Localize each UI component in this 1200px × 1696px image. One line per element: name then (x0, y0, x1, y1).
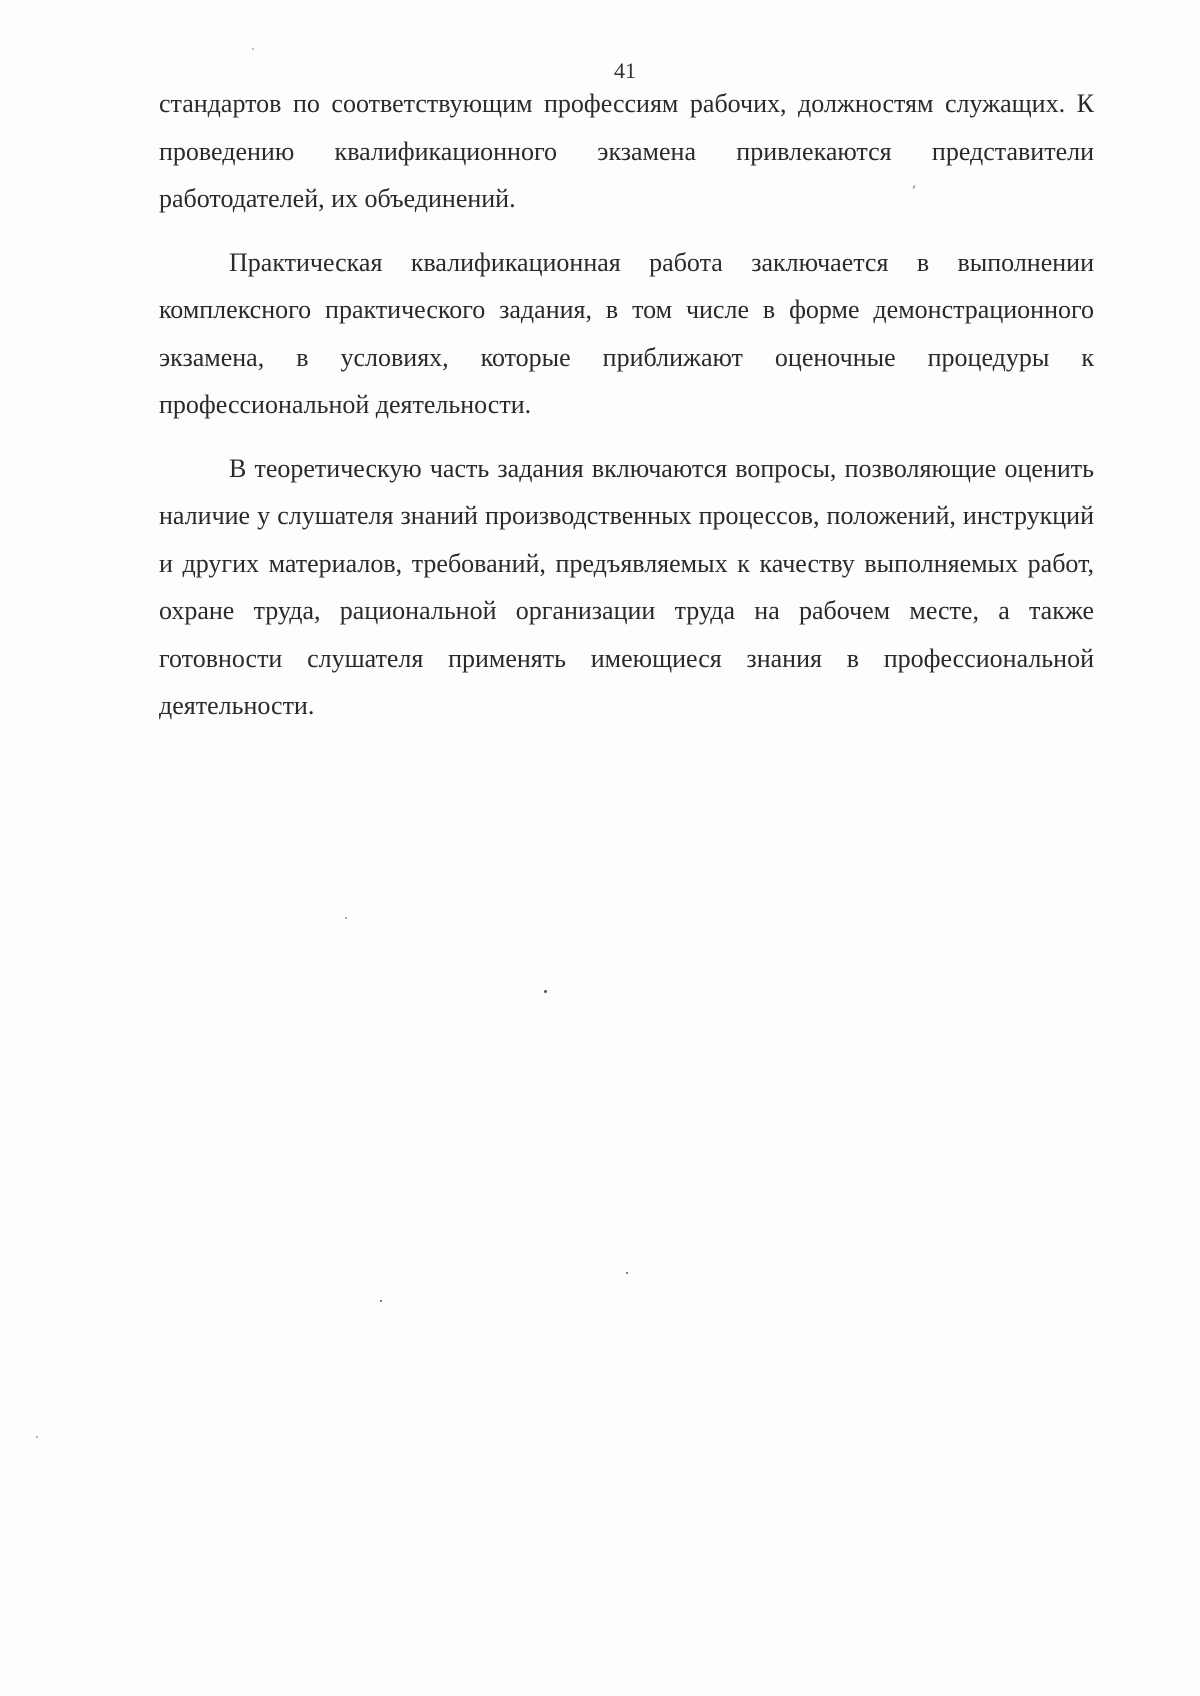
paragraph-practical-work: Практическая квалификационная работа заключается в выполнении комплексного практического задания, в том числе в форме демонстрационного экзамена, в условиях, которые приближают оценочные процедуры к профессиональной деятельности. (159, 247, 1094, 419)
scan-speck (36, 1436, 38, 1438)
scan-speck (345, 917, 347, 919)
scan-speck (626, 1272, 628, 1274)
scan-speck (252, 48, 254, 50)
scan-speck (380, 1300, 382, 1302)
document-body (159, 80, 1094, 730)
paragraph-theoretical-part: В теоретическую часть задания включаются вопросы, позволяющие оценить наличие у слушателя знаний производственных процессов, положений, инструкций и других материалов, требований, предъявляемых к качеству выполняемых работ, охране труда, рациональной организации труда на рабочем месте, а также готовности слушателя применять имеющиеся знания в профессиональной деятельности. (159, 453, 1094, 720)
scan-speck (544, 990, 547, 993)
page-number: 41 (614, 58, 636, 83)
paragraph-continuation: стандартов по соответствующим профессиям рабочих, должностям служащих. К проведению квалификационного экзамена привлекаются представители работодателей, их объединений. (159, 89, 1094, 213)
